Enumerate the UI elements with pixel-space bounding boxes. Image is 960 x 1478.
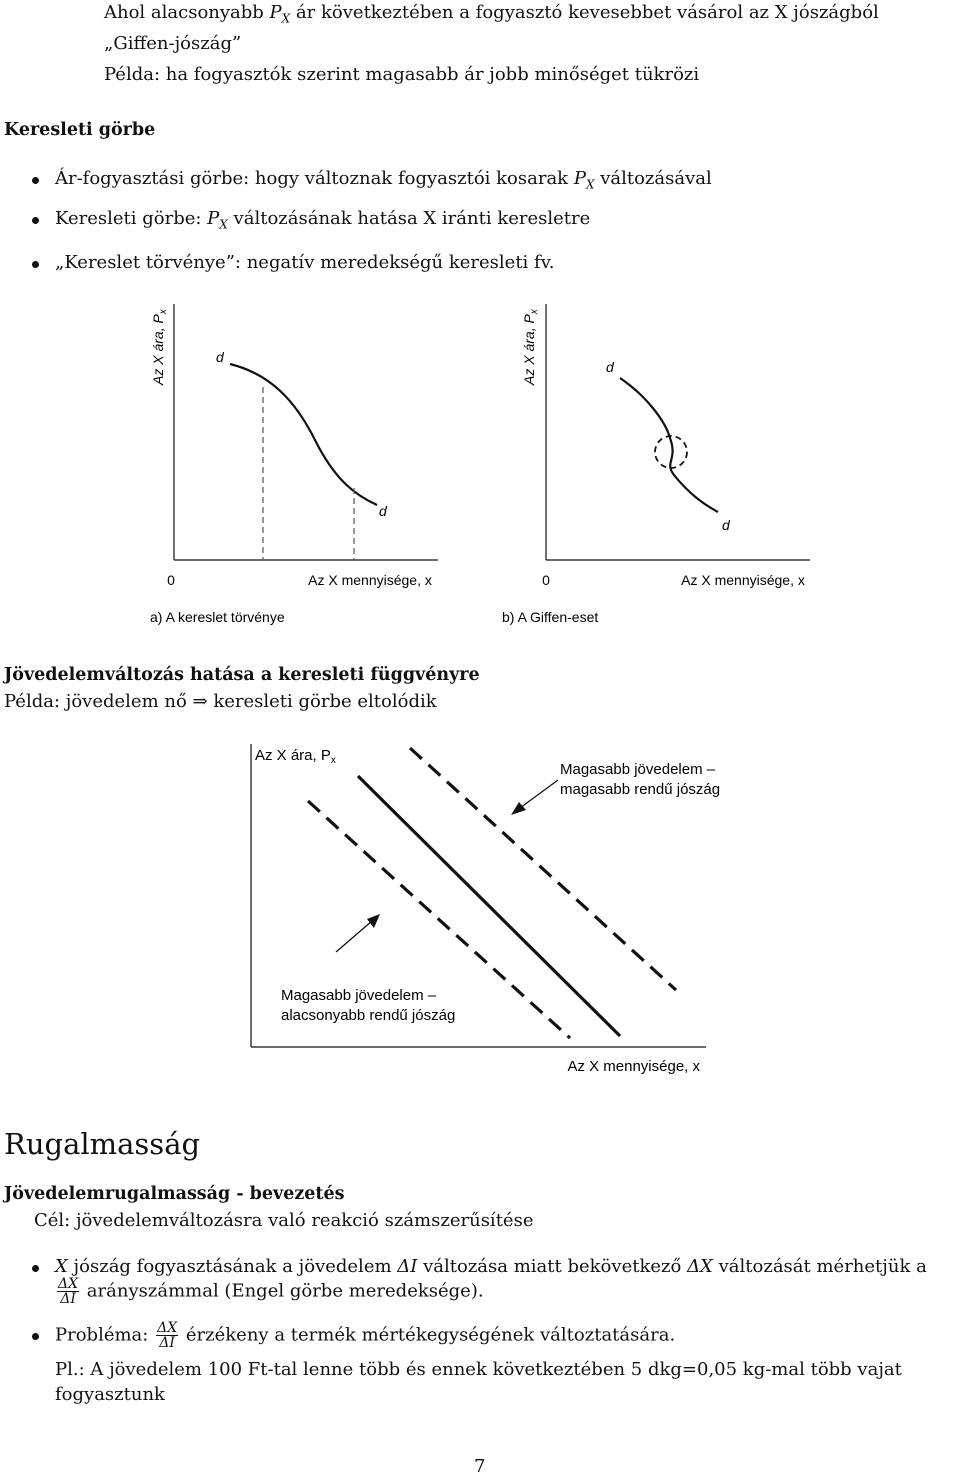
good-symbol: X <box>55 1256 68 1277</box>
y-axis-label: Az X ára, $P_x$ <box>255 747 336 766</box>
bullet-dot <box>32 217 39 224</box>
price-symbol: P <box>573 168 586 189</box>
price-subscript: X <box>219 217 228 232</box>
b2-text-a: Probléma: <box>55 1324 155 1346</box>
example-line-2: fogyasztunk <box>55 1384 165 1405</box>
fraction-denominator: ΔI <box>60 1291 76 1307</box>
curve-label-bottom: d <box>722 517 730 533</box>
demand-bullet-1-pre: Ár-fogyasztási görbe: hogy változnak fogyasztói kosarak <box>55 168 574 189</box>
elasticity-bullet-1-line-2 <box>55 1277 484 1306</box>
page-number: 7 <box>474 1456 486 1477</box>
demand-bullet-2-post: változásának hatása X iránti keresletre <box>227 208 591 229</box>
b1-text-a: jószág fogyasztásának a jövedelem <box>67 1256 398 1277</box>
demand-bullet-2-pre: Keresleti görbe: <box>55 208 208 229</box>
panel-giffen-case <box>502 304 810 625</box>
fraction-numerator: ΔX <box>157 1320 178 1336</box>
bullet-dot <box>32 261 39 268</box>
example-line-1: Pl.: A jövedelem 100 Ft-tal lenne több és ennek következtében 5 dkg=0,05 kg-mal több vajat <box>55 1359 902 1380</box>
curve-label-top: d <box>216 349 224 365</box>
intro-line-1-pre: Ahol alacsonyabb <box>104 2 270 23</box>
y-axis-label: Az X ára, $P_x$ <box>521 309 540 385</box>
annotation-upper: Magasabb jövedelem – magasabb rendű jószág <box>560 761 720 798</box>
bullet-dot <box>32 177 39 184</box>
origin-label: 0 <box>167 572 175 588</box>
bullet-dot <box>32 1333 39 1340</box>
demand-curve <box>230 364 377 505</box>
section-title: Rugalmasság <box>4 1127 201 1161</box>
demand-curve <box>620 378 718 512</box>
income-effect-example-pre: Példa: jövedelem nő <box>4 691 193 712</box>
income-shift-figure <box>240 738 720 1078</box>
x-axis-label: Az X mennyisége, x <box>567 1058 700 1075</box>
intro-line-3: Példa: ha fogyasztók szerint magasabb ár jobb minőséget tükrözi <box>104 64 700 85</box>
b1-text-b: változása miatt bekövetkező <box>417 1256 688 1277</box>
demand-bullet-3: „Kereslet törvénye”: negatív meredekségű keresleti fv. <box>55 252 555 273</box>
elasticity-bullet-2 <box>55 1321 675 1350</box>
income-effect-heading: Jövedelemváltozás hatása a keresleti függvényre <box>4 665 480 685</box>
ratio-fraction <box>57 1277 79 1306</box>
origin-label: 0 <box>542 572 550 588</box>
b2-text-b: érzékeny a termék mértékegységének változtatására. <box>180 1324 676 1346</box>
price-symbol: P <box>207 208 220 229</box>
demand-bullet-1 <box>55 168 712 190</box>
implies-arrow: ⇒ <box>192 691 208 712</box>
annotation-upper-arrow <box>520 780 558 808</box>
caption-left: a) A kereslet törvénye <box>150 609 285 625</box>
delta-income: ΔI <box>397 1256 418 1277</box>
y-axis-label: Az X ára, $P_x$ <box>150 309 169 385</box>
demand-figure <box>130 290 830 635</box>
curve-label-top: d <box>606 359 614 375</box>
x-axis-label: Az X mennyisége, x <box>681 572 805 588</box>
income-effect-example-post: keresleti görbe eltolódik <box>207 691 437 712</box>
fraction-denominator: ΔI <box>159 1335 175 1351</box>
price-subscript: X <box>585 177 595 192</box>
annotation-lower: Magasabb jövedelem – alacsonyabb rendű jószág <box>281 987 456 1024</box>
annotation-lower-arrow <box>336 921 372 952</box>
demand-bullet-2 <box>55 208 590 230</box>
demand-bullet-1-post: változásával <box>594 168 712 189</box>
fraction-numerator: ΔX <box>58 1276 79 1292</box>
delta-quantity: ΔX <box>687 1256 713 1277</box>
income-effect-example <box>4 691 437 713</box>
curve-label-bottom: d <box>379 503 387 519</box>
price-subscript: X <box>281 11 291 26</box>
b1-text-d: arányszámmal (Engel görbe meredeksége). <box>81 1280 484 1302</box>
x-axis-label: Az X mennyisége, x <box>308 572 432 588</box>
panel-law-of-demand <box>150 304 438 625</box>
intro-line-1-post: ár következtében a fogyasztó kevesebbet vásárol az X jószágból <box>290 2 879 23</box>
arrow-head-icon <box>367 914 380 928</box>
b1-text-c: változását mérhetjük a <box>712 1256 927 1277</box>
demand-curve-heading: Keresleti görbe <box>4 120 156 140</box>
elasticity-subheading: Jövedelemrugalmasság - bevezetés <box>4 1184 345 1204</box>
bullet-dot <box>32 1265 39 1272</box>
price-symbol: P <box>269 2 282 23</box>
caption-right: b) A Giffen-eset <box>502 609 599 625</box>
elasticity-goal: Cél: jövedelemváltozásra való reakció számszerűsítése <box>34 1210 534 1231</box>
elasticity-bullet-1-line-1 <box>55 1256 927 1278</box>
ratio-fraction <box>156 1321 178 1350</box>
arrow-head-icon <box>511 802 526 815</box>
intro-line-2: „Giffen-jószág” <box>104 33 242 54</box>
intro-line-1 <box>104 2 879 24</box>
